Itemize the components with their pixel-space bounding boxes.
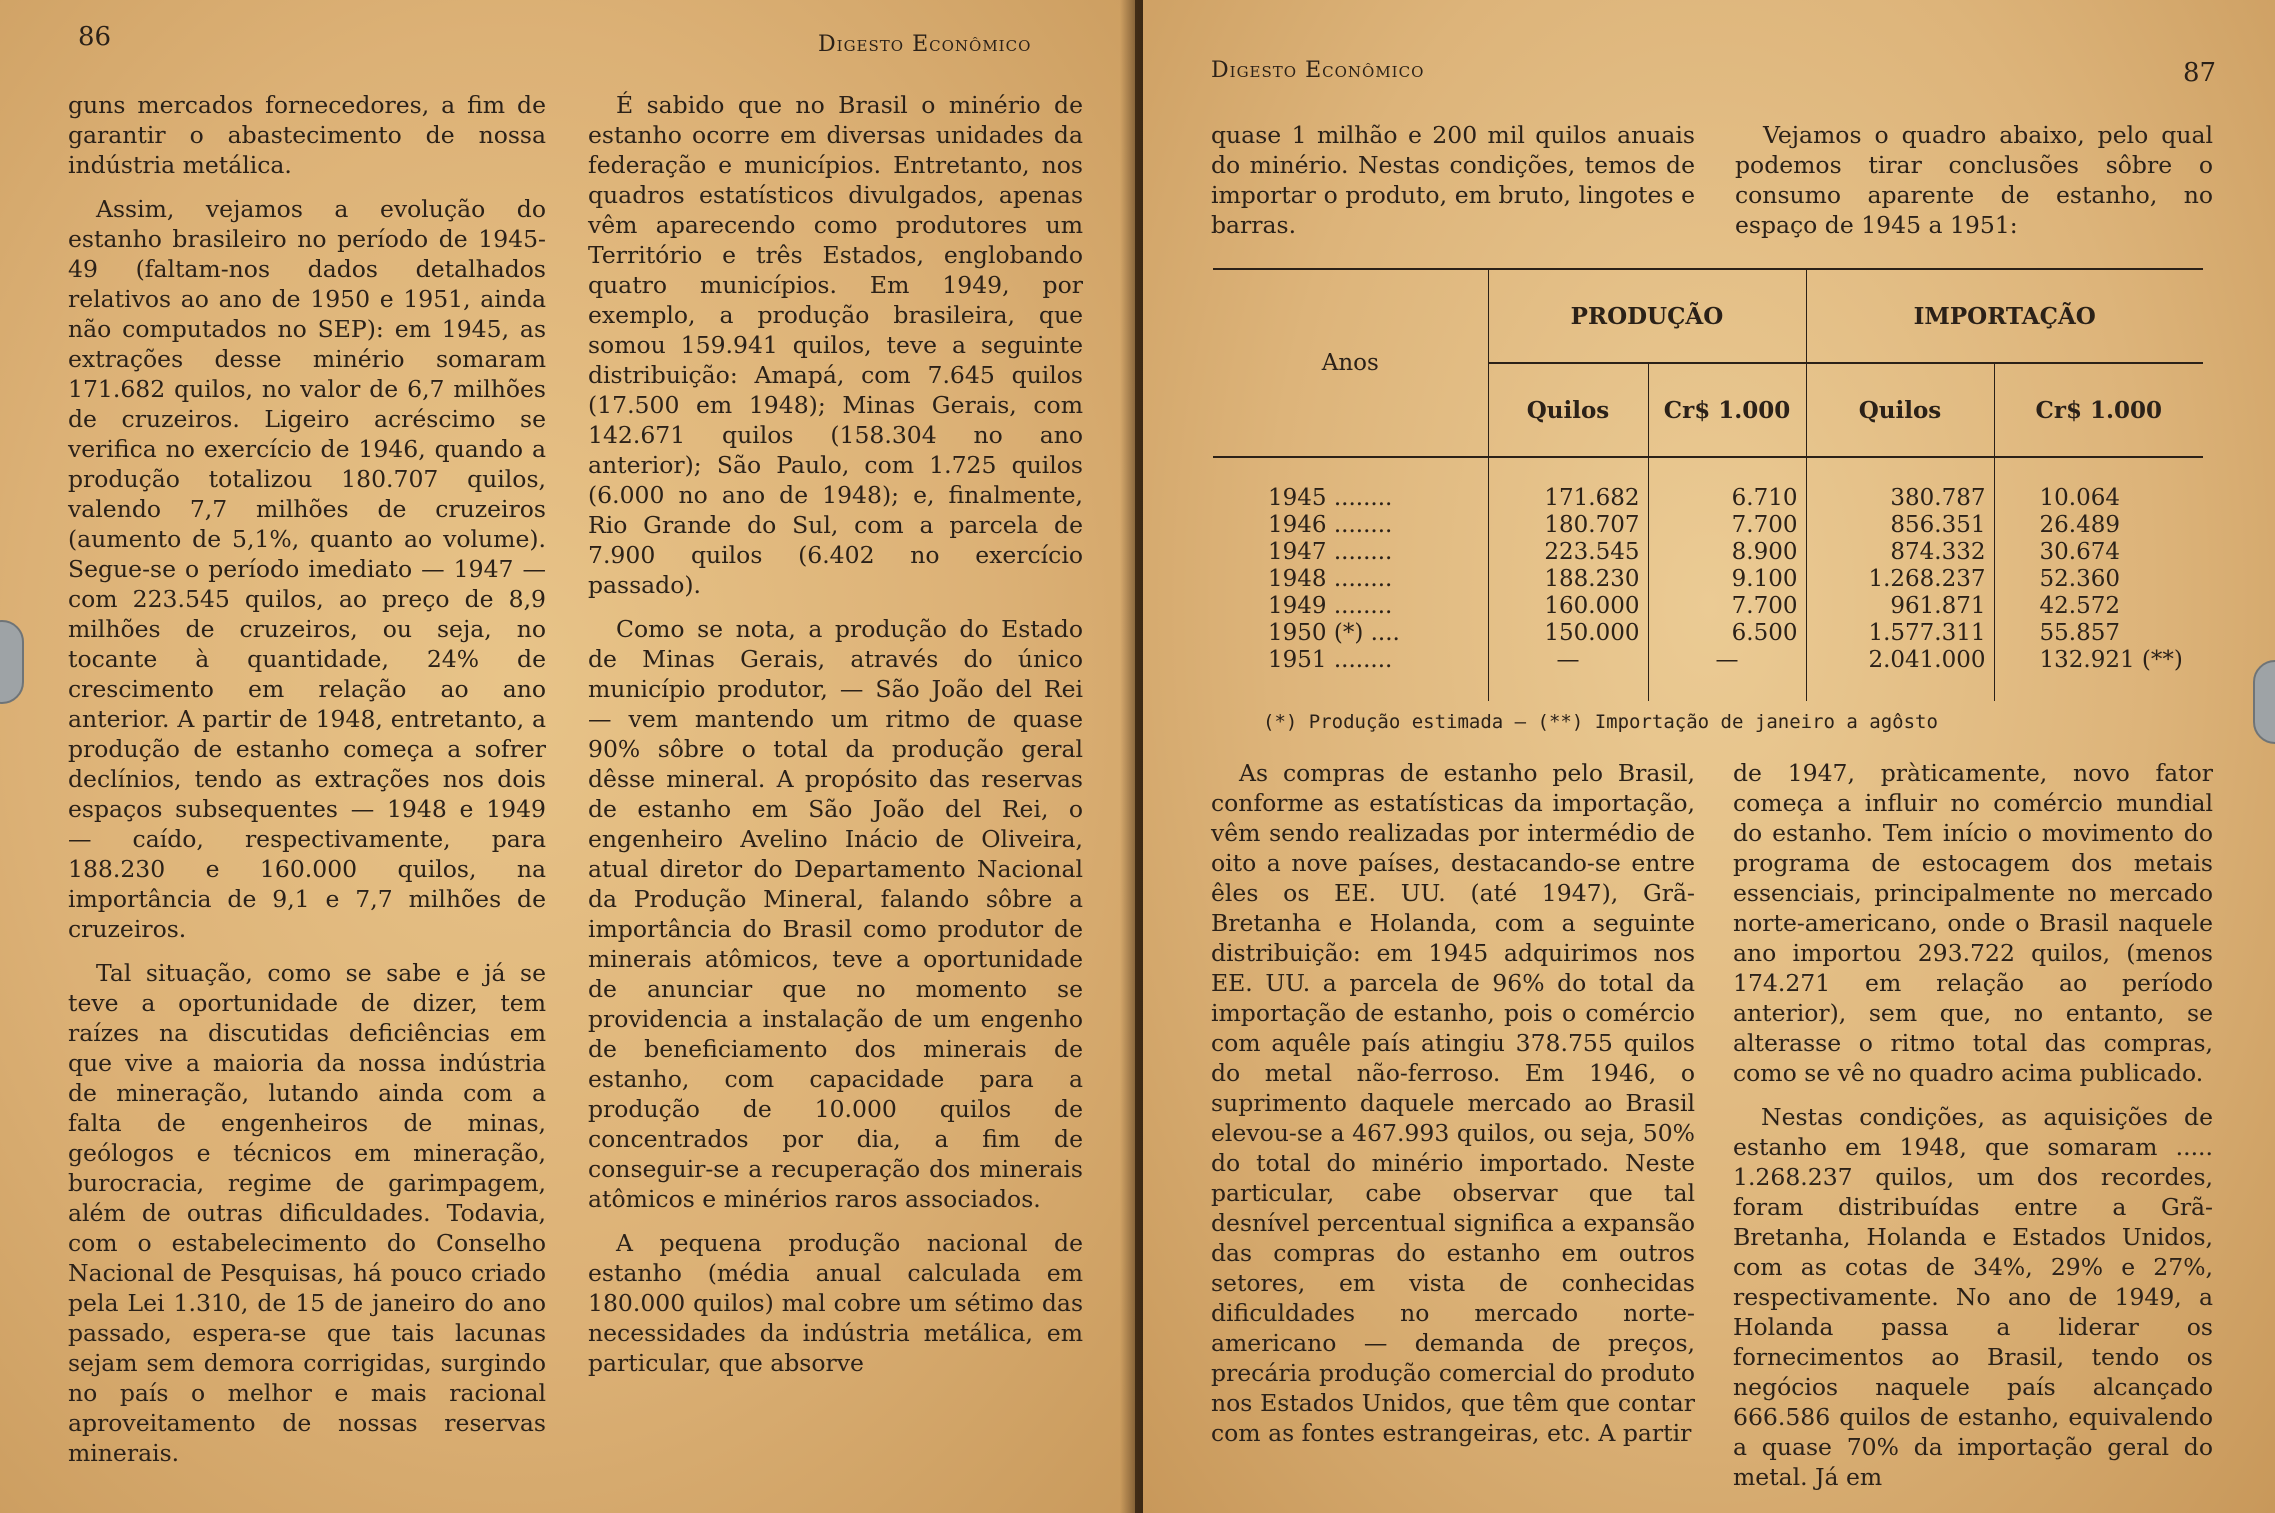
table-row <box>1213 512 2203 539</box>
paragraph: Assim, vejamos a evolução do estanho brasileiro no período de 1945-49 (faltam-nos dados detalhados relativos ao ano de 1950 e 1951, ainda não computados no SEP): em 1945, as extrações desse minério somaram 171.682 quilos, no valor de 6,7 milhões de cruzeiros. Ligeiro acréscimo se verifica no exercício de 1946, quando a produção totalizou 180.707 quilos, valendo 7,7 milhões de cruzeiros (aumento de 5,1%, quanto ao volume). Segue-se o período imediato — 1947 — com 223.545 quilos, ao preço de 8,9 milhões de cruzeiros, ou seja, no tocante à quantidade, 24% de crescimento em relação ao ano anterior. A partir de 1948, entretanto, a produção de estanho começa a sofrer declínios, tendo as extrações nos dois espaços subsequentes — 1948 e 1949 — caído, respectivamente, para 188.230 e 160.000 quilos, na importância de 9,1 e 7,7 milhões de cruzeiros. <box>68 195 546 943</box>
running-head: Digesto Econômico <box>818 32 1032 57</box>
cell: 1.268.237 <box>1806 566 1994 593</box>
cell: 132.921 (**) <box>1994 647 2203 674</box>
right-column-1 <box>1211 758 1695 1448</box>
cell: 856.351 <box>1806 512 1994 539</box>
paragraph: As compras de estanho pelo Brasil, conforme as estatísticas da importação, vêm sendo realizadas por intermédio de oito a nove países, destacando-se entre êles os EE. UU. (até 1947), Grã-Bretanha e Holanda, com a seguinte distribuição: em 1945 adquirimos nos EE. UU. a parcela de 96% do total da importação de estanho, pois o comércio com aquêle país atingiu 378.755 quilos do metal não-ferroso. Em 1946, o suprimento daquele mercado ao Brasil elevou-se a 467.993 quilos, ou seja, 50% do total do minério importado. Neste particular, cabe observar que tal desnível percentual significa a expansão das compras do estanho em outros setores, em vista de conhecidas dificuldades no mercado norte-americano — demanda de preços, precária produção comercial do produto nos Estados Unidos, que têm que contar com as fontes estrangeiras, etc. A partir <box>1211 759 1695 1447</box>
year-cell: 1951 ........ <box>1268 647 1393 673</box>
cell: 26.489 <box>1994 512 2203 539</box>
cell: 188.230 <box>1488 566 1648 593</box>
paragraph: Como se nota, a produção do Estado de Minas Gerais, através do único município produtor, — São João del Rei — vem mantendo um ritmo de quase 90% sôbre o total da produção geral dêsse mineral. A propósito das reservas de estanho em São João del Rei, o engenheiro Avelino Inácio de Oliveira, atual diretor do Departamento Nacional da Produção Mineral, falando sôbre a importância do Brasil como produtor de minerais atômicos, teve a oportunidade de anunciar que no momento se providencia a instalação de um engenho de beneficiamento dos minerais de estanho, com capacidade para a produção de 10.000 quilos de concentrados por dia, a fim de conseguir-se a recuperação dos minerais atômicos e minérios raros associados. <box>588 615 1083 1213</box>
table-row <box>1213 566 2203 593</box>
table-footnote: (*) Produção estimada — (**) Importação de janeiro a agôsto <box>1263 711 1938 733</box>
left-column-1 <box>68 90 546 1468</box>
cell: 180.707 <box>1488 512 1648 539</box>
cell: 171.682 <box>1488 485 1648 512</box>
year-cell: 1947 ........ <box>1268 539 1393 565</box>
cell: 52.360 <box>1994 566 2203 593</box>
cell: 7.700 <box>1648 512 1806 539</box>
year-cell: 1949 ........ <box>1268 593 1393 619</box>
col-group-importacao: IMPORTAÇÃO <box>1806 269 2203 363</box>
cell: 30.674 <box>1994 539 2203 566</box>
table-row <box>1213 485 2203 512</box>
col-header-crs: Cr$ 1.000 <box>1994 363 2203 457</box>
page-number: 86 <box>78 22 112 52</box>
year-cell: 1950 (*) .... <box>1268 620 1400 646</box>
paragraph: de 1947, pràticamente, novo fator começa a influir no comércio mundial do estanho. Tem início o movimento do programa de estocagem dos metais essenciais, principalmente no mercado norte-americano, onde o Brasil naquele ano importou 293.722 quilos, (menos 174.271 em relação ao período anterior), sem que, no entanto, se alterasse o ritmo total das compras, como se vê no quadro acima publicado. <box>1733 759 2213 1087</box>
table-row <box>1213 647 2203 674</box>
cell: 961.871 <box>1806 593 1994 620</box>
cell: — <box>1648 647 1806 674</box>
cell: 9.100 <box>1648 566 1806 593</box>
cell: 160.000 <box>1488 593 1648 620</box>
paragraph: Tal situação, como se sabe e já se teve a oportunidade de dizer, tem raízes na discutidas deficiências em que vive a maioria da nossa indústria de mineração, lutando ainda com a falta de engenheiros de minas, geólogos e técnicos em mineração, burocracia, regime de garimpagem, além de outras dificuldades. Todavia, com o estabelecimento do Conselho Nacional de Pesquisas, há pouco criado pela Lei 1.310, de 15 de janeiro do ano passado, espera-se que tais lacunas sejam sem demora corrigidas, surgindo no país o melhor e mais racional aproveitamento de nossas reservas minerais. <box>68 959 546 1467</box>
col-header-quilos: Quilos <box>1488 363 1648 457</box>
page-number: 87 <box>2183 58 2217 88</box>
left-page <box>0 0 1135 1513</box>
right-top-left-text <box>1211 120 1695 240</box>
col-header-crs: Cr$ 1.000 <box>1648 363 1806 457</box>
paragraph: quase 1 milhão e 200 mil quilos anuais do minério. Nestas condições, temos de importar o produto, em bruto, lingotes e barras. <box>1211 121 1695 239</box>
year-cell: 1946 ........ <box>1268 512 1393 538</box>
right-page <box>1143 0 2275 1513</box>
cell: 55.857 <box>1994 620 2203 647</box>
cell: 6.710 <box>1648 485 1806 512</box>
cell: 6.500 <box>1648 620 1806 647</box>
cell: 874.332 <box>1806 539 1994 566</box>
paragraph: guns mercados fornecedores, a fim de garantir o abastecimento de nossa indústria metálica. <box>68 91 546 179</box>
cell: 1.577.311 <box>1806 620 1994 647</box>
paragraph: A pequena produção nacional de estanho (média anual calculada em 180.000 quilos) mal cobre um sétimo das necessidades da indústria metálica, em particular, que absorve <box>588 1229 1083 1377</box>
cell: 10.064 <box>1994 485 2203 512</box>
cell: 2.041.000 <box>1806 647 1994 674</box>
year-cell: 1948 ........ <box>1268 566 1393 592</box>
paragraph: Nestas condições, as aquisições de estanho em 1948, que somaram ..... 1.268.237 quilos, um dos recordes, foram distribuídas entre a Grã-Bretanha, Holanda e Estados Unidos, com as cotas de 34%, 29% e 27%, respectivamente. No ano de 1949, a Holanda passa a liderar os fornecimentos ao Brasil, tendo os negócios naquele país alcançado 666.586 quilos de estanho, equivalendo a quase 70% da importação geral do metal. Já em <box>1733 1103 2213 1491</box>
col-header-anos: Anos <box>1321 350 1379 376</box>
cell: — <box>1488 647 1648 674</box>
col-header-quilos: Quilos <box>1806 363 1994 457</box>
right-top-right-text <box>1735 120 2213 240</box>
binder-clip-icon <box>0 620 24 704</box>
paragraph: Vejamos o quadro abaixo, pelo qual podemos tirar conclusões sôbre o consumo aparente de estanho, no espaço de 1945 a 1951: <box>1735 121 2213 239</box>
cell: 42.572 <box>1994 593 2203 620</box>
table-row <box>1213 593 2203 620</box>
left-column-2 <box>588 90 1083 1378</box>
table-row <box>1213 620 2203 647</box>
running-head: Digesto Econômico <box>1211 58 1425 83</box>
cell: 223.545 <box>1488 539 1648 566</box>
cell: 7.700 <box>1648 593 1806 620</box>
right-column-2 <box>1733 758 2213 1492</box>
cell: 8.900 <box>1648 539 1806 566</box>
col-group-producao: PRODUÇÃO <box>1488 269 1806 363</box>
tin-production-import-table <box>1213 268 2203 733</box>
table-row <box>1213 539 2203 566</box>
cell: 380.787 <box>1806 485 1994 512</box>
binder-clip-icon <box>2253 660 2275 744</box>
cell: 150.000 <box>1488 620 1648 647</box>
year-cell: 1945 ........ <box>1268 485 1393 511</box>
paragraph: É sabido que no Brasil o minério de estanho ocorre em diversas unidades da federação e municípios. Entretanto, nos quadros estatísticos divulgados, apenas vêm aparecendo como produtores um Território e três Estados, englobando quatro municípios. Em 1949, por exemplo, a produção brasileira, que somou 159.941 quilos, teve a seguinte distribuição: Amapá, com 7.645 quilos (17.500 em 1948); Minas Gerais, com 142.671 quilos (158.304 no ano anterior); São Paulo, com 1.725 quilos (6.000 no ano de 1948); e, finalmente, Rio Grande do Sul, com a parcela de 7.900 quilos (6.402 no exercício passado). <box>588 91 1083 599</box>
